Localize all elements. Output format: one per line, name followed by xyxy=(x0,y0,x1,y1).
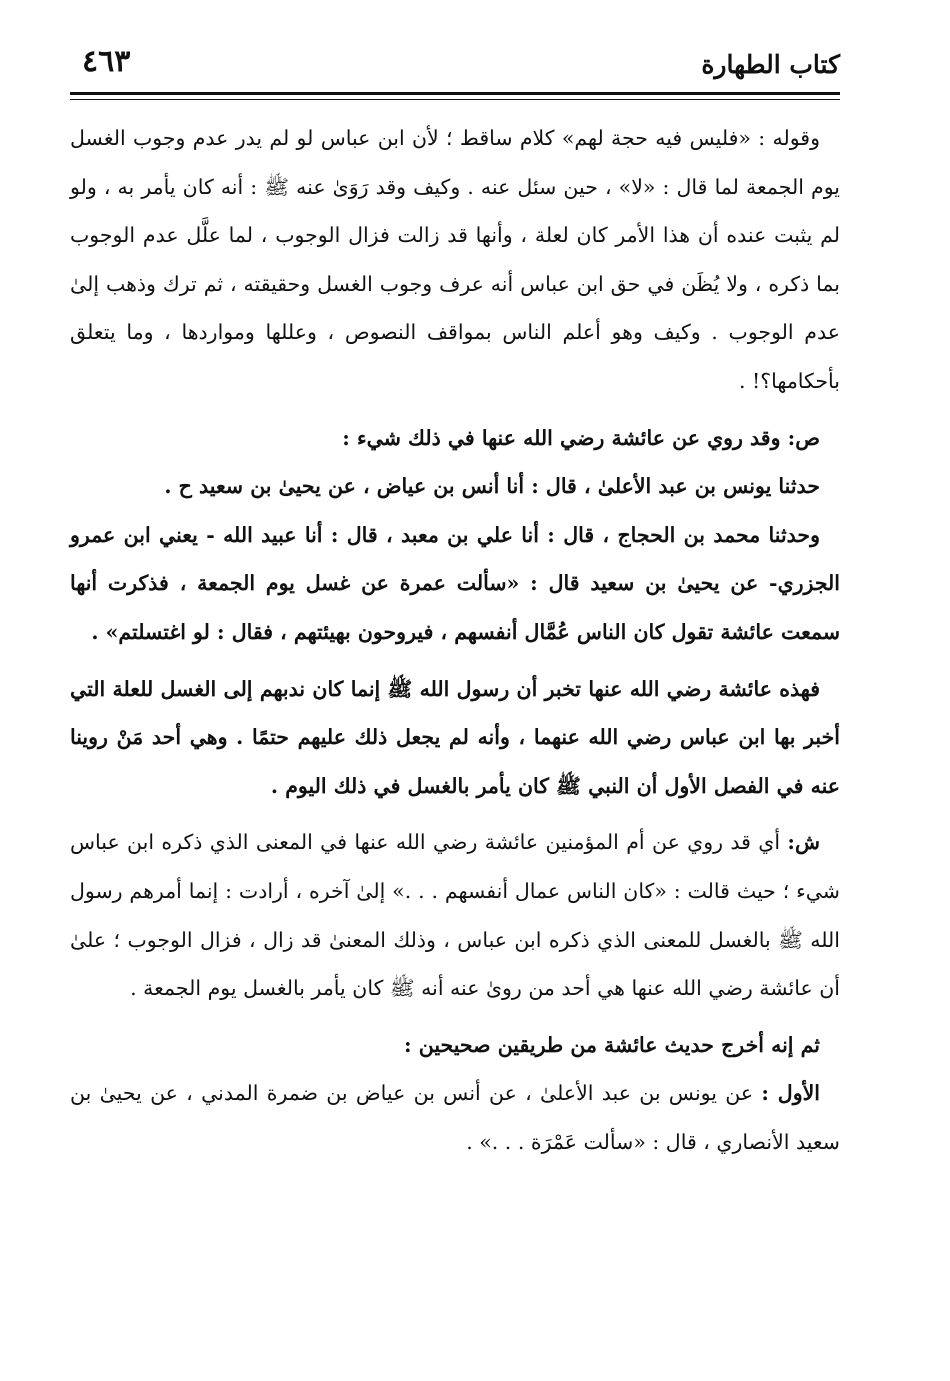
paragraph-label: ش: xyxy=(787,830,820,855)
paragraph xyxy=(70,462,840,511)
header-rule xyxy=(70,92,840,100)
paragraph xyxy=(70,1069,840,1166)
paragraph-label: الأول : xyxy=(761,1081,820,1106)
paragraph xyxy=(70,414,840,463)
paragraph-text: ثم إنه أخرج حديث عائشة من طريقين صحيحين : xyxy=(404,1032,820,1057)
paragraph xyxy=(70,1021,840,1070)
book-page xyxy=(70,40,840,1166)
running-title: كتاب الطهارة xyxy=(701,50,840,79)
paragraph-text: حدثنا يونس بن عبد الأعلىٰ ، قال : أنا أنس بن عياض ، عن يحيىٰ بن سعيد ح . xyxy=(164,474,820,499)
page-number: ٤٦٣ xyxy=(82,44,131,79)
paragraph xyxy=(70,114,840,406)
paragraph-text: ص: وقد روي عن عائشة رضي الله عنها في ذلك شيء : xyxy=(342,425,820,450)
paragraph-text: عن يونس بن عبد الأعلىٰ ، عن أنس بن عياض بن ضمرة المدني ، عن يحيىٰ بن سعيد الأنصاري ، قال : «سألت عَمْرَة . . .» . xyxy=(70,1081,840,1154)
paragraph-text: أي قد روي عن أم المؤمنين عائشة رضي الله عنها في المعنى الذي ذكره ابن عباس شيء ؛ حيث قالت : «كان الناس عمال أنفسهم . . .» إلىٰ آخره ، أرادت : إنما أمرهم رسول الله ﷺ بالغسل للمعنى الذي ذكره ابن عباس ، وذلك المعنىٰ قد زال ، فزال الوجوب ؛ علىٰ أن عائشة رضي الله عنها هي أحد من روىٰ عنه أنه ﷺ كان يأمر بالغسل يوم الجمعة . xyxy=(70,830,840,1001)
paragraph xyxy=(70,665,840,811)
page-header xyxy=(70,40,840,88)
paragraph xyxy=(70,818,840,1012)
paragraph-text: فهذه عائشة رضي الله عنها تخبر أن رسول الله ﷺ إنما كان ندبهم إلى الغسل للعلة التي أخبر بها ابن عباس رضي الله عنهما ، وأنه لم يجعل ذلك عليهم حتمًا . وهي أحد مَنْ روينا عنه في الفصل الأول أن النبي ﷺ كان يأمر بالغسل في ذلك اليوم . xyxy=(70,676,840,798)
paragraph-text: وحدثنا محمد بن الحجاج ، قال : أنا علي بن معبد ، قال : أنا عبيد الله - يعني ابن عمرو الجزري- عن يحيىٰ بن سعيد قال : «سألت عمرة عن غسل يوم الجمعة ، فذكرت أنها سمعت عائشة تقول كان الناس عُمَّال أنفسهم ، فيروحون بهيئتهم ، فقال : لو اغتسلتم» . xyxy=(70,522,840,644)
page-body xyxy=(70,114,840,1166)
paragraph xyxy=(70,511,840,657)
paragraph-text: وقوله : «فليس فيه حجة لهم» كلام ساقط ؛ لأن ابن عباس لو لم يدر عدم وجوب الغسل يوم الجمعة لما قال : «لا» ، حين سئل عنه . وكيف وقد رَوَىٰ عنه ﷺ : أنه كان يأمر به ، ولو لم يثبت عنده أن هذا الأمر كان لعلة ، وأنها قد زالت فزال الوجوب ، لما علَّل عدم الوجوب بما ذكره ، ولا يُظَن في حق ابن عباس أنه عرف وجوب الغسل وحقيقته ، ثم ترك وذهب إلىٰ عدم الوجوب . وكيف وهو أعلم الناس بمواقف النصوص ، وعللها ومواردها ، وما يتعلق بأحكامها؟! . xyxy=(70,126,840,393)
